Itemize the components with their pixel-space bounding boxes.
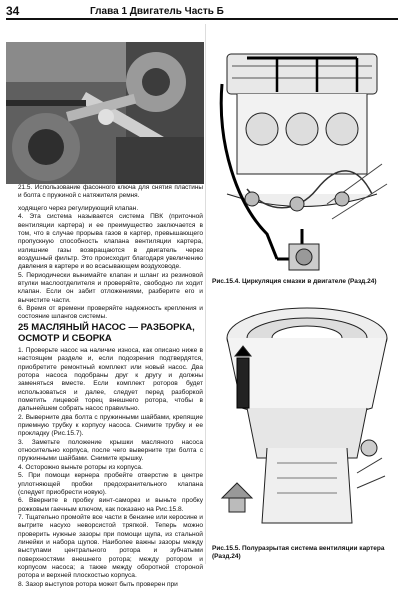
running-head: Глава 1 Двигатель Часть Б (90, 5, 224, 17)
paragraph: 7. Тщательно промойте все части в бензине или керосине и вытрите насухо неворсистой тряпкой. Теперь можно проверить нужные зазоры при помощи щупа, из стальной линейки и набора щупов. Наиболее важны зазоры между выступами центрального ротора и зубчатыми поверхностями внешнего ротора; между ротором и корпусом насоса; а также между оборотной стороной ротора и верхней плоскостью корпуса. (18, 513, 203, 580)
paragraph: ходящего через регулирующий клапан. (18, 205, 139, 212)
paragraph: 5. При помощи кернера пробейте отверстие в центре уплотняющей пробки предохранительного клапана (следует приобрести новую). (18, 472, 203, 496)
ventilation-figure-caption: Рис.15.5. Полуразрытая система вентиляции картера (Разд.24) (212, 545, 385, 561)
paragraph: 6. Время от времени проверяйте надежность крепления и состояние шлангов системы. (18, 305, 203, 321)
paragraph: 1. Проверьте насос на наличие износа, как описано ниже в настоящем разделе и, если подозрения подтвердятся, приобретите ремонтный комплект или новый насос. Два ротора насоса подобраны друг к другу и должны заменяться вместе. Если комплект роторов будет использоваться и далее, следует перед разборкой пометить лицевой торец внешнего ротора, чтобы в дальнейшем собрать насос правильно. (18, 347, 203, 413)
paragraph: 4. Осторожно выньте роторы из корпуса. (18, 463, 143, 471)
paragraph: 4. Эта система называется система ПВК (приточной вентиляции картера) и ее преимущество заключается в том, что в случае прорыва газов в картер, превышающего пропускную способность клапана вентиляции картера, излишние газы возвращаются в двигатель через воздушный фильтр. Это происходит благодаря увеличению давления в картере и во всасывающем воздуховоде. (18, 213, 203, 271)
tensioner-photo (6, 42, 204, 184)
page-number: 34 (6, 4, 20, 18)
paragraph: 2. Выверните два болта с пружинными шайбами, крепящие приемную трубку к корпусу насоса. Снимите трубку и ее прокладку (Рис.15.7). (18, 413, 203, 438)
column-text-bottom (18, 347, 203, 589)
paragraph: 3. Заметьте положение крышки масляного насоса относительно корпуса, после чего выверните три болта с пружинными шайбами. Снимите крышку. (18, 438, 203, 463)
section-heading: 25 МАСЛЯНЫЙ НАСОС — РАЗБОРКА, ОСМОТР И СБОРКА (18, 322, 195, 344)
paragraph: 8. Зазор выступов ротора может быть проверен при (18, 580, 178, 588)
engine-lubrication-diagram (207, 44, 397, 276)
engine-figure-caption: Рис.15.4. Циркуляция смазки в двигателе (Разд.24) (212, 278, 377, 285)
photo-caption: 21.5. Использование фасонного ключа для снятия пластины и болта с пружиной с натяжителя ремня. (18, 184, 203, 200)
page-header (6, 4, 398, 20)
crankcase-ventilation-diagram (207, 298, 397, 536)
paragraph: 6. Вверните в пробку винт-саморез и выньте пробку рожковым гаечным ключом, как показано на Рис.15.8. (18, 497, 203, 513)
column-text-top (18, 205, 203, 322)
paragraph: 5. Периодически вынимайте клапан и шланг из резиновой втулки маслоотделителя и проверяйте, свободно ли ходит клапан. Если он забит отложениями, разберите его и вычистите части. (18, 271, 203, 304)
column-divider (205, 24, 206, 564)
